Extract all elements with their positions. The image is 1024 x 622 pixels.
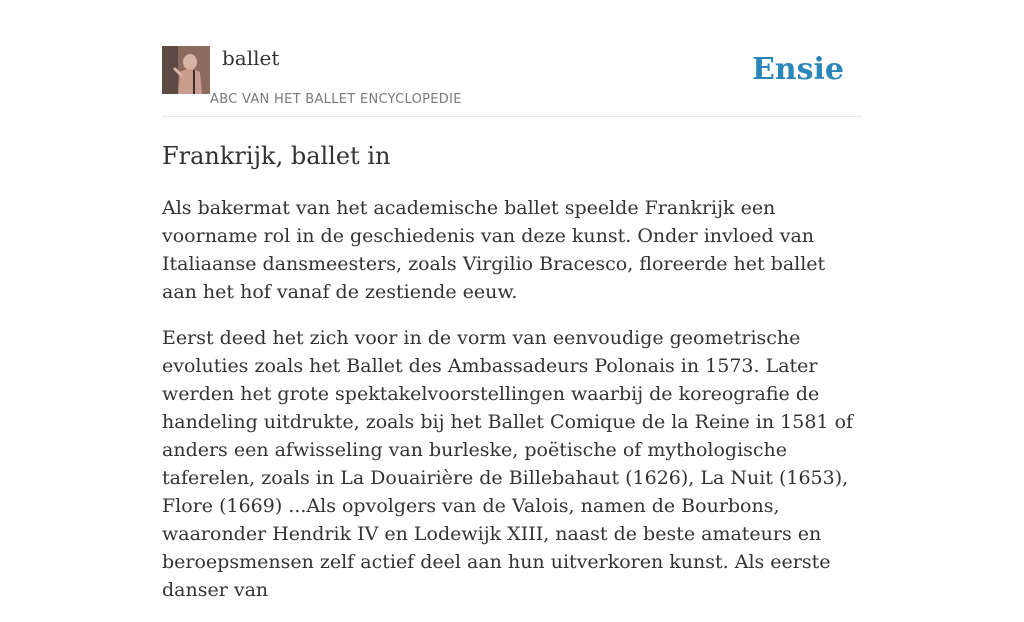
article (162, 140, 862, 622)
article-paragraph-2: Eerst deed het zich voor in de vorm van eenvoudige geometrische evoluties zoals het Ballet des Ambassadeurs Polonais in 1573. Later werden het grote spektakelvoorstellingen waarbij de koreografie de handeling uitdrukte, zoals bij het Ballet Comique de la Reine in 1581 of anders een afwisseling van burleske, poëtische of mythologische taferelen, zoals in La Douairière de Billebahaut (1626), La Nuit (1653), Flore (1669) ...Als opvolgers van de Valois, namen de Bourbons, waaronder Hendrik IV en Lodewijk XIII, naast de beste amateurs en beroepsmensen zelf actief deel aan hun uitverkoren kunst. Als eerste danser van (162, 327, 854, 601)
site-header (162, 46, 862, 117)
avatar[interactable] (162, 46, 210, 94)
dancer-avatar-image (162, 46, 210, 94)
article-paragraph-1: Als bakermat van het academische ballet speelde Frankrijk een voorname rol in de geschiedenis van deze kunst. Onder invloed van Italiaanse dansmeesters, zoals Virgilio Bracesco, floreerde het ballet aan het hof vanaf de zestiende eeuw. (162, 197, 826, 303)
site-subtitle[interactable]: ABC VAN HET BALLET ENCYCLOPEDIE (210, 92, 462, 107)
site-title[interactable]: ballet (222, 46, 280, 70)
article-title: Frankrijk, ballet in (162, 142, 391, 170)
ensie-logo[interactable]: Ensie (751, 52, 844, 87)
